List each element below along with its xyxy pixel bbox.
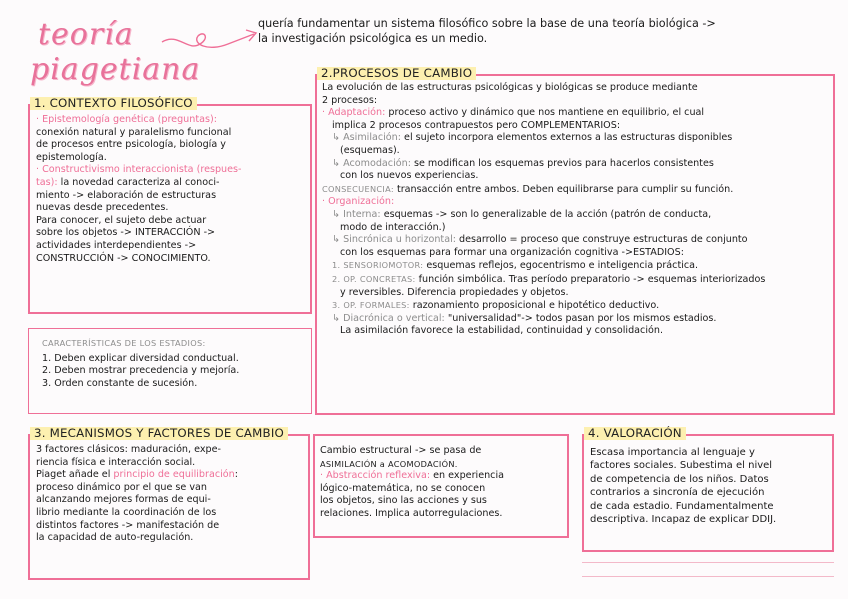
assessment-line-3: de competencia de los niños. Datos: [590, 473, 769, 485]
quote: [258, 16, 716, 46]
adaptation-text-2: implica 2 procesos contrapuestos pero COMPLEMENTARIOS:: [332, 119, 621, 131]
assessment-line-5: de cada estadio. Fundamentalmente: [590, 500, 774, 512]
constructivism-line-7: CONSTRUCCIÓN -> CONOCIMIENTO.: [36, 252, 211, 264]
structural-line-6: relaciones. Implica autorregulaciones.: [320, 507, 503, 519]
structural-line-1: Cambio estructural -> se pasa de: [320, 445, 482, 456]
stages-item-3: 3. Orden constante de sucesión.: [42, 377, 198, 389]
epistemology-line-1: conexión natural y paralelismo funcional: [36, 126, 232, 138]
stage-1-text: esquemas reflejos, egocentrismo e inteligencia práctica.: [423, 260, 699, 272]
organization-label: · Organización:: [322, 196, 395, 208]
accommodation-text-2: con los nuevos experiencias.: [340, 170, 479, 182]
mechanisms-line-8: la capacidad de auto-regulación.: [36, 532, 194, 544]
stages-item-1: 1. Deben explicar diversidad conductual.: [42, 352, 239, 364]
processes-content: [322, 82, 830, 338]
divider-2: [582, 576, 834, 577]
mechanisms-line-5: alcanzando mejores formas de equi-: [36, 494, 211, 506]
quote-line-1: quería fundamentar un sistema filosófico sobre la base de una teoría biológica ->: [258, 17, 716, 30]
constructivism-line-6: actividades interdependientes ->: [36, 239, 197, 251]
consequence-label: CONSECUENCIA:: [322, 183, 394, 194]
synchronic-label: ↳ Sincrónica u horizontal:: [332, 234, 456, 246]
structural-change-content: [320, 445, 566, 521]
accommodation-text: se modifican los esquemas previos para hacerlos consistentes: [410, 157, 714, 169]
quote-line-2: la investigación psicológica es un medio.: [258, 32, 488, 45]
assessment-heading: 4. VALORACIÓN: [584, 427, 686, 440]
structural-line-3: en experiencia: [430, 470, 504, 482]
constructivism-line-2: miento -> elaboración de estructuras: [36, 189, 217, 201]
stage-3-text: razonamiento proposicional e hipotético deductivo.: [409, 300, 660, 312]
mechanisms-line-3c: :: [234, 469, 238, 481]
mechanisms-line-2: riencia física e interacción social.: [36, 456, 196, 468]
mechanisms-line-1: 3 factores clásicos: maduración, expe-: [36, 444, 221, 455]
assessment-line-6: descriptiva. Incapaz de explicar DDIJ.: [590, 514, 777, 526]
stage-1-label: 1. SENSORIOMOTOR:: [332, 260, 424, 271]
diachronic-label: ↳ Diacrónica o vertical:: [332, 312, 445, 324]
equilibration-label: principio de equilibración: [113, 469, 235, 481]
stage-2-text: función simbólica. Tras período preparatorio -> esquemas interiorizados: [415, 273, 766, 285]
assessment-line-2: factores sociales. Subestima el nivel: [590, 460, 773, 472]
constructivism-line-5: sobre los objetos -> INTERACCIÓN ->: [36, 227, 216, 239]
page-title-line1: teoría: [38, 17, 134, 52]
diachronic-text: "universalidad"-> todos pasan por los mismos estadios.: [444, 312, 717, 324]
constructivism-label: · Constructivismo interaccionista (respues-: [36, 164, 242, 176]
swirl-arrow-icon: [158, 18, 268, 58]
assessment-content: [590, 446, 830, 526]
mechanisms-content: [36, 444, 308, 545]
mechanisms-line-4: proceso dinámico por el que se van: [36, 481, 207, 493]
synchronic-text-2: con los esquemas para formar una organización cognitiva ->ESTADIOS:: [340, 246, 684, 258]
epistemology-line-3: epistemología.: [36, 151, 107, 163]
stage-2-text-2: y reversibles. Diferencia propiedades y objetos.: [340, 286, 569, 298]
structural-line-5: los objetos, sino las acciones y sus: [320, 495, 487, 507]
internal-text-2: modo de interacción.): [340, 221, 446, 233]
page-title-line2: piagetiana: [30, 52, 201, 87]
synchronic-text: desarrollo = proceso que construye estructuras de conjunto: [455, 234, 748, 246]
internal-text: esquemas -> son lo generalizable de la acción (patrón de conducta,: [380, 208, 712, 220]
structural-line-4: lógico-matemática, no se conocen: [320, 482, 486, 494]
stages-heading: CARACTERÍSTICAS DE LOS ESTADIOS:: [42, 338, 206, 348]
adaptation-label: · Adaptación:: [322, 107, 386, 119]
stages-item-2: 2. Deben mostrar precedencia y mejoría.: [42, 365, 240, 377]
processes-intro-2: 2 procesos:: [322, 94, 378, 106]
context-content: [36, 114, 308, 265]
mechanisms-line-3a: Piaget añade el: [36, 469, 114, 481]
processes-intro-1: La evolución de las estructuras psicológicas y biológicas se produce mediante: [322, 82, 698, 93]
stages-content: [42, 337, 306, 390]
adaptation-text: proceso activo y dinámico que nos mantiene en equilibrio, el cual: [385, 107, 705, 119]
diachronic-text-2: La asimilación favorece la estabilidad, continuidad y consolidación.: [340, 325, 664, 337]
mechanisms-line-6: librio mediante la coordinación de los: [36, 506, 217, 518]
epistemology-label: · Epistemología genética (preguntas):: [36, 114, 217, 125]
constructivism-line-3: nuevas desde precedentes.: [36, 202, 169, 214]
reflexive-abstraction-label: · Abstracción reflexiva:: [320, 470, 431, 482]
mechanisms-line-7: distintos factores -> manifestación de: [36, 519, 220, 531]
assessment-line-4: contrarios a sincronía de ejecución: [590, 487, 765, 499]
assimilation-text-2: (esquemas).: [340, 144, 400, 156]
stage-3-label: 3. OP. FORMALES:: [332, 300, 410, 311]
divider-1: [582, 562, 834, 563]
stage-2-label: 2. OP. CONCRETAS:: [332, 273, 416, 284]
consequence-text: transacción entre ambos. Deben equilibrarse para cumplir su función.: [393, 183, 734, 195]
accommodation-label: ↳ Acomodación:: [332, 157, 411, 169]
constructivism-label-2: tas):: [36, 176, 58, 188]
processes-heading: 2.PROCESOS DE CAMBIO: [317, 67, 476, 80]
context-heading: 1. CONTEXTO FILOSÓFICO: [30, 97, 197, 110]
structural-line-2: ASIMILACIÓN a ACOMODACIÓN.: [320, 458, 458, 469]
constructivism-line-4: Para conocer, el sujeto debe actuar: [36, 214, 207, 226]
epistemology-line-2: de procesos entre psicología, biología y: [36, 139, 226, 151]
mechanisms-heading: 3. MECANISMOS Y FACTORES DE CAMBIO: [30, 427, 288, 440]
constructivism-line-1: la novedad caracteriza al conoci-: [57, 176, 220, 188]
assimilation-label: ↳ Asimilación:: [332, 132, 401, 144]
assessment-line-1: Escasa importancia al lenguaje y: [590, 447, 755, 458]
assimilation-text: el sujeto incorpora elementos externos a las estructuras disponibles: [401, 132, 733, 144]
internal-label: ↳ Interna:: [332, 208, 381, 220]
